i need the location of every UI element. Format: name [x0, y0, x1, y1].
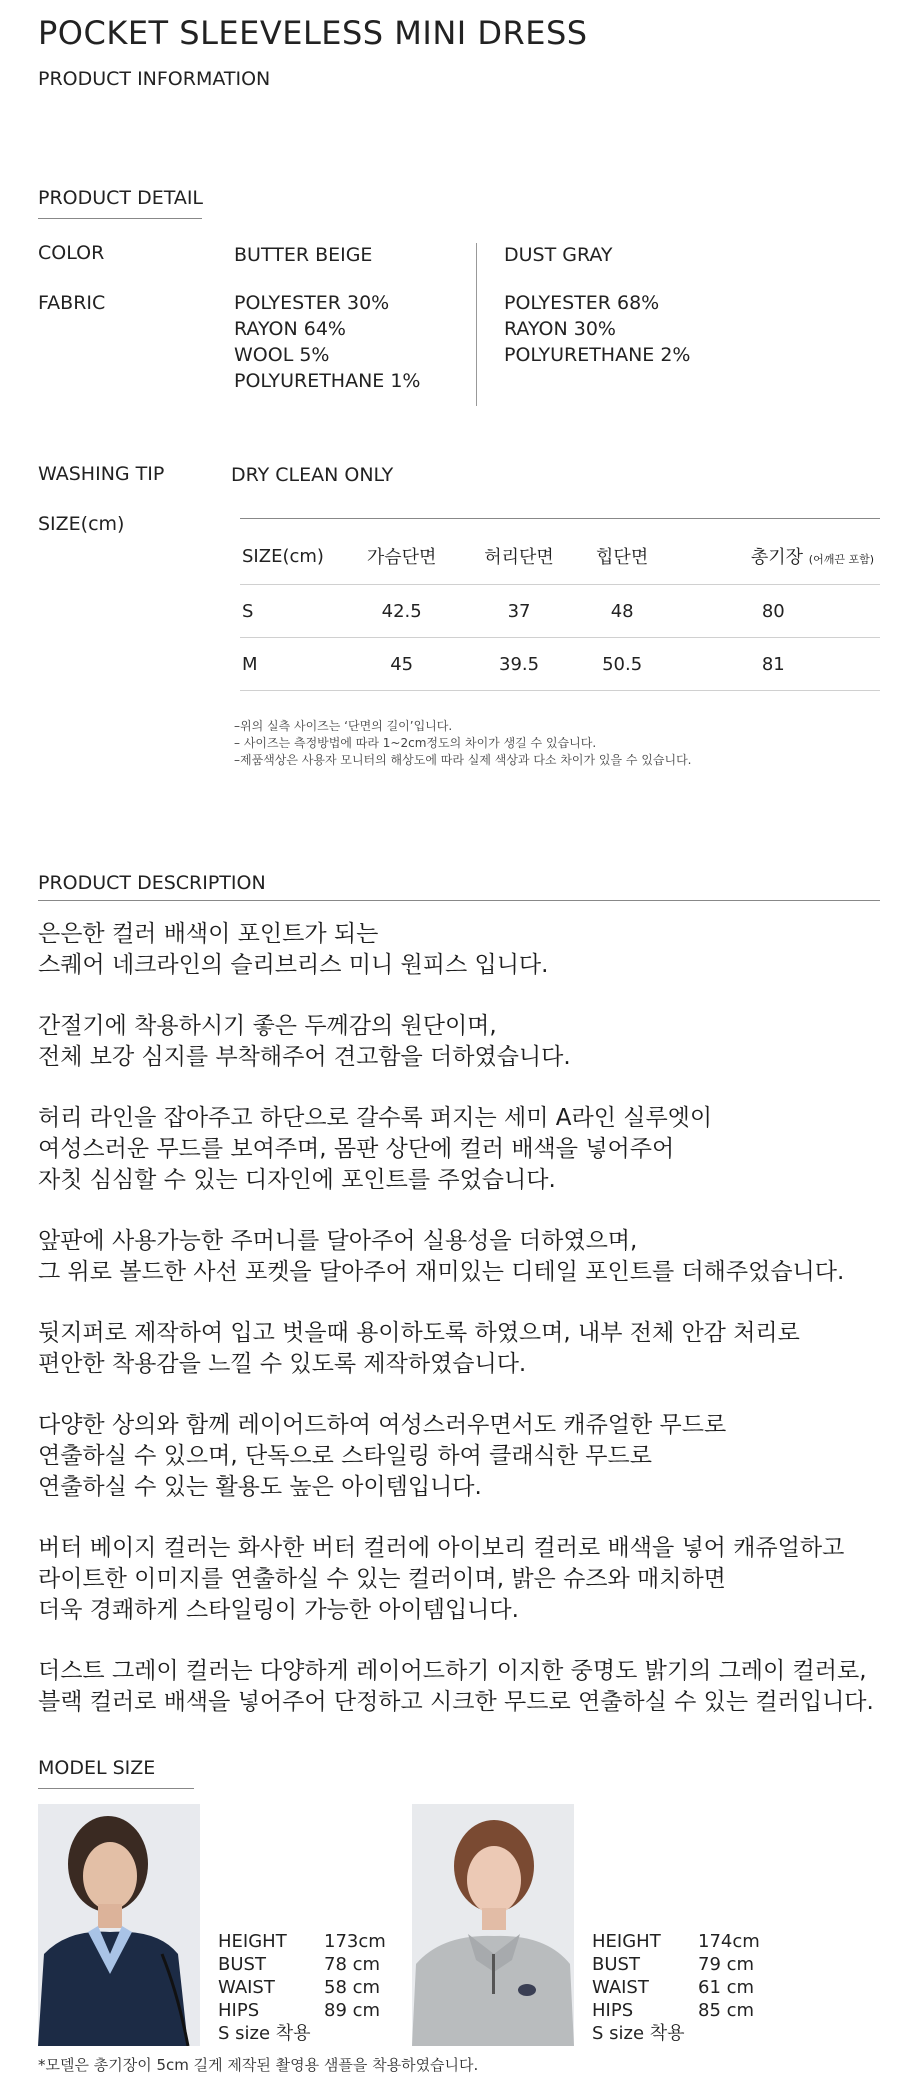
stat-label: WAIST	[592, 1977, 649, 1998]
model-1-stats	[218, 1930, 386, 2045]
stat-value: 58 cm	[324, 1977, 381, 1998]
fabric-line: POLYESTER 30%	[234, 292, 390, 314]
description-paragraph: 더스트 그레이 컬러는 다양하게 레이어드하기 이지한 중명도 밝기의 그레이 컬러로, 블랙 컬러로 배색을 넣어주어 단정하고 시크한 무드로 연출하실 수 있는 컬러입니다.	[38, 1658, 874, 1715]
stat-value: 61 cm	[698, 1977, 755, 1998]
stat-value: 89 cm	[324, 2000, 381, 2021]
model-1-illustration	[38, 1804, 200, 2046]
size-cell: 80	[667, 585, 880, 638]
size-notes	[234, 718, 692, 769]
stat-label: BUST	[592, 1954, 640, 1975]
fabric-line: WOOL 5%	[234, 344, 330, 366]
product-detail-heading: PRODUCT DETAIL	[38, 187, 204, 209]
stat-label: HEIGHT	[218, 1931, 287, 1952]
color-butter-beige: BUTTER BEIGE	[234, 244, 373, 266]
size-header-cell: 힙단면	[578, 528, 667, 585]
color-dust-gray: DUST GRAY	[504, 244, 613, 266]
fabric-label: FABRIC	[38, 292, 106, 314]
note-line: – 사이즈는 측정방법에 따라 1~2cm정도의 차이가 생길 수 있습니다.	[234, 736, 597, 750]
size-table	[240, 528, 880, 691]
size-cell: 42.5	[343, 585, 460, 638]
fabric-line: POLYURETHANE 1%	[234, 370, 421, 392]
size-cell: 45	[343, 638, 460, 691]
fabric-line: RAYON 64%	[234, 318, 346, 340]
stat-value: 173cm	[324, 1931, 386, 1952]
size-header-cell	[667, 528, 880, 585]
size-cell: 81	[667, 638, 880, 691]
stat-value: 78 cm	[324, 1954, 381, 1975]
stat-label: WAIST	[218, 1977, 275, 1998]
description-underline	[38, 900, 880, 901]
length-header: 총기장	[750, 547, 804, 568]
table-row	[240, 638, 880, 691]
length-note: (어깨끈 포함)	[808, 553, 874, 566]
stat-label: HIPS	[218, 2000, 260, 2021]
fabric-line: POLYESTER 68%	[504, 292, 660, 314]
model-photo-2	[412, 1804, 574, 2046]
fit-size: S size 착용	[218, 2023, 311, 2044]
stat-value: 79 cm	[698, 1954, 755, 1975]
size-header-cell: 허리단면	[460, 528, 577, 585]
model-size-heading: MODEL SIZE	[38, 1757, 156, 1779]
fit-size: S size 착용	[592, 2023, 685, 2044]
product-description-heading: PRODUCT DESCRIPTION	[38, 872, 266, 894]
fabric-butter-beige	[234, 290, 420, 394]
stat-value: 85 cm	[698, 2000, 755, 2021]
product-info-subtitle: PRODUCT INFORMATION	[38, 68, 271, 90]
model-photo-1	[38, 1804, 200, 2046]
product-detail-underline	[38, 218, 202, 219]
stat-value: 174cm	[698, 1931, 760, 1952]
size-cell: 50.5	[578, 638, 667, 691]
model-size-underline	[38, 1788, 194, 1789]
note-line: –제품색상은 사용자 모니터의 해상도에 따라 실제 색상과 다소 차이가 있을 수 있습니다.	[234, 753, 692, 767]
description-paragraph: 허리 라인을 잡아주고 하단으로 갈수록 퍼지는 세미 A라인 실루엣이 여성스러운 무드를 보여주며, 몸판 상단에 컬러 배색을 넣어주어 자칫 심심할 수 있는 디자인에 포인트를 주었습니다.	[38, 1105, 713, 1193]
model-2-stats	[592, 1930, 760, 2045]
stat-label: HEIGHT	[592, 1931, 661, 1952]
description-paragraph: 간절기에 착용하시기 좋은 두께감의 원단이며, 전체 보강 심지를 부착해주어 견고함을 더하였습니다.	[38, 1013, 571, 1070]
fabric-dust-gray	[504, 290, 690, 368]
table-row	[240, 585, 880, 638]
fabric-line: POLYURETHANE 2%	[504, 344, 691, 366]
size-table-top-line	[240, 518, 880, 519]
description-paragraph: 뒷지퍼로 제작하여 입고 벗을때 용이하도록 하였으며, 내부 전체 안감 처리로 편안한 착용감을 느낄 수 있도록 제작하였습니다.	[38, 1320, 800, 1377]
description-body	[38, 919, 898, 1718]
size-cell: 39.5	[460, 638, 577, 691]
size-header-cell: SIZE(cm)	[240, 528, 343, 585]
model-footnote: *모델은 총기장이 5cm 길게 제작된 촬영용 샘플을 착용하였습니다.	[38, 2056, 479, 2074]
stat-label: BUST	[218, 1954, 266, 1975]
color-divider	[476, 243, 477, 406]
description-paragraph: 앞판에 사용가능한 주머니를 달아주어 실용성을 더하였으며, 그 위로 볼드한 사선 포켓을 달아주어 재미있는 디테일 포인트를 더해주었습니다.	[38, 1228, 845, 1285]
model-2-illustration	[412, 1804, 574, 2046]
description-paragraph: 버터 베이지 컬러는 화사한 버터 컬러에 아이보리 컬러로 배색을 넣어 캐쥬얼하고 라이트한 이미지를 연출하실 수 있는 컬러이며, 밝은 슈즈와 매치하면 더욱 경쾌하게 스타일링이 가능한 아이템입니다.	[38, 1535, 845, 1623]
size-header-cell: 가슴단면	[343, 528, 460, 585]
washing-tip-label: WASHING TIP	[38, 463, 165, 485]
size-cell: 48	[578, 585, 667, 638]
description-paragraph: 다양한 상의와 함께 레이어드하여 여성스러우면서도 캐쥬얼한 무드로 연출하실 수 있으며, 단독으로 스타일링 하여 클래식한 무드로 연출하실 수 있는 활용도 높은 아이템입니다.	[38, 1412, 727, 1500]
size-cell: 37	[460, 585, 577, 638]
size-table-header	[240, 528, 880, 585]
washing-tip-value: DRY CLEAN ONLY	[231, 464, 394, 486]
size-cell: M	[240, 638, 343, 691]
size-label: SIZE(cm)	[38, 513, 125, 535]
description-paragraph: 은은한 컬러 배색이 포인트가 되는 스퀘어 네크라인의 슬리브리스 미니 원피스 입니다.	[38, 921, 549, 978]
stat-label: HIPS	[592, 2000, 634, 2021]
fabric-line: RAYON 30%	[504, 318, 616, 340]
size-cell: S	[240, 585, 343, 638]
color-label: COLOR	[38, 242, 105, 264]
note-line: –위의 실측 사이즈는 ‘단면의 길이’입니다.	[234, 719, 453, 733]
product-title: POCKET SLEEVELESS MINI DRESS	[38, 14, 588, 52]
